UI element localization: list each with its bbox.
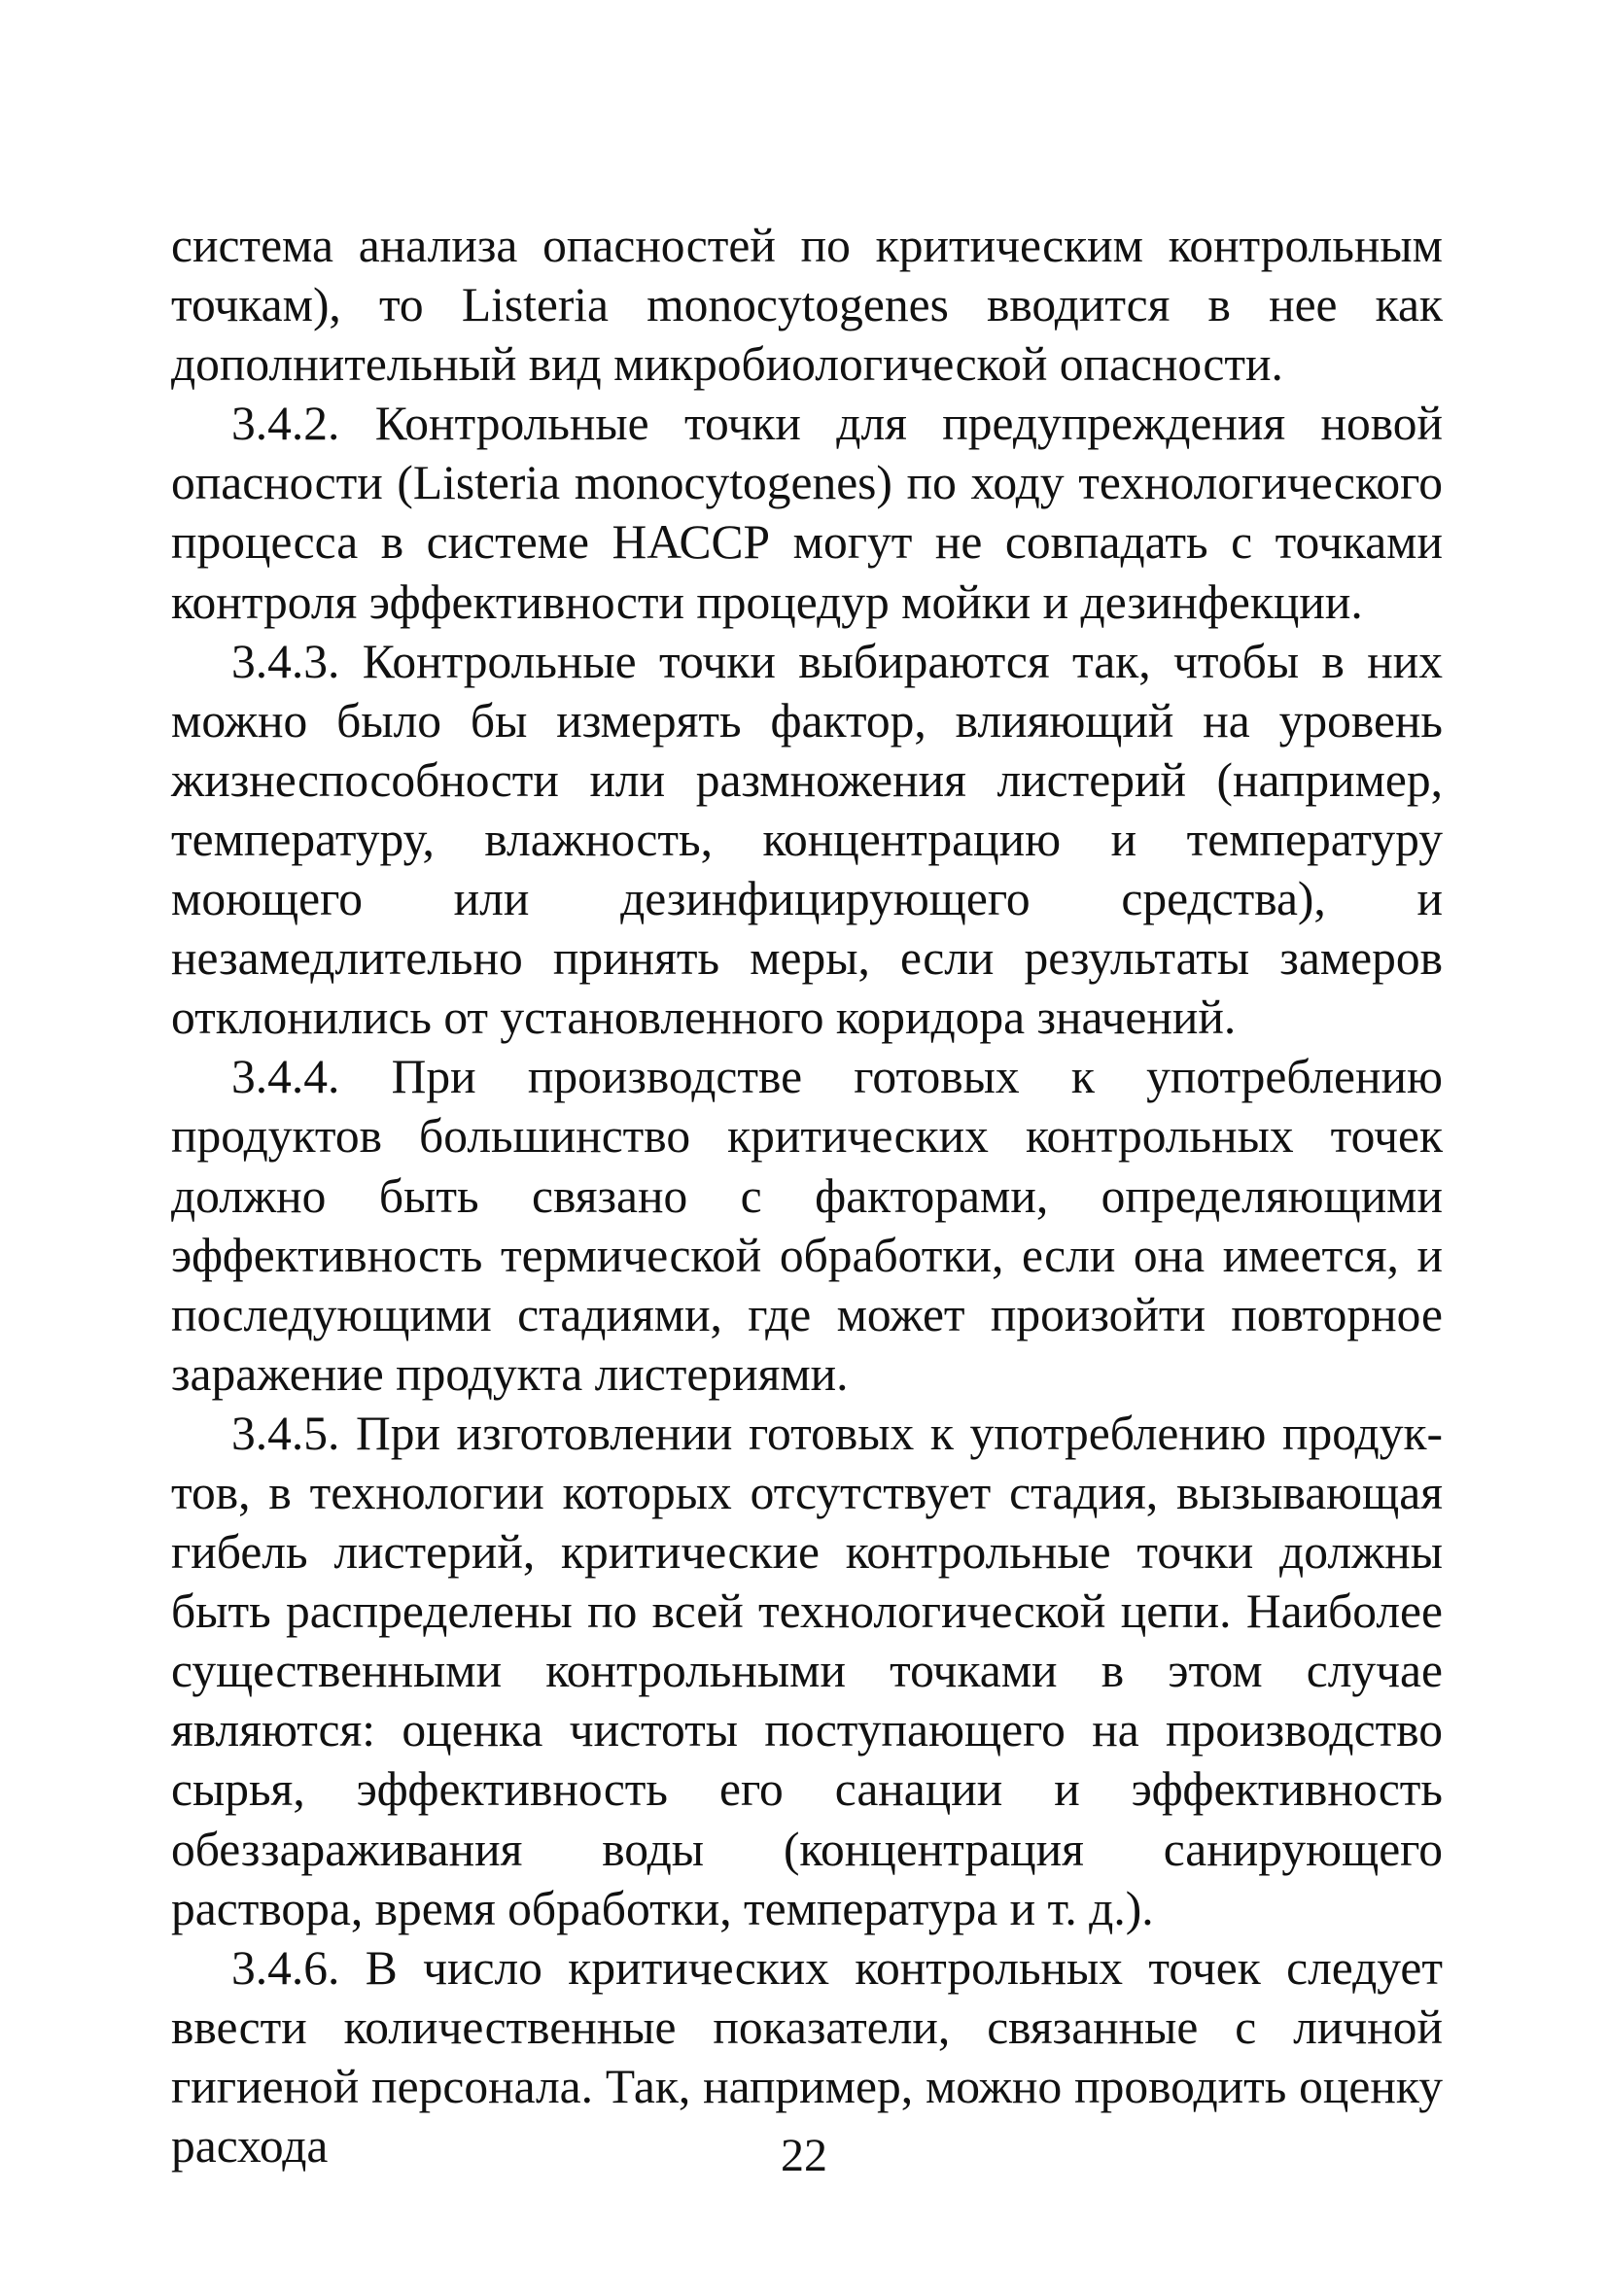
paragraph-3-4-4: 3.4.4. При производстве готовых к употреблению продуктов большинство критических контрольных точек должно быть связано с факторами, определяющими эффективность термической обработки, если она имеется, и последующими стадиями, где может произойти повторное заражение продукта листериями. [171, 1050, 1443, 1401]
body-text [171, 216, 1443, 2175]
page-number: 22 [781, 2130, 827, 2181]
paragraph-continuation: система анализа опасностей по критическим контрольным точкам), то Listeria monocytogenes вводится в нее как дополнительный вид микробиологической опасности. [171, 219, 1443, 392]
paragraph-3-4-6: 3.4.6. В число критических контрольных точек следует ввести количественные показатели, связанные с личной гигиеной персонала. Так, например, можно проводить оценку расхода [171, 1940, 1443, 2173]
paragraph-3-4-3: 3.4.3. Контрольные точки выбираются так, чтобы в них можно было бы измерять фактор, влияющий на уровень жизнеспособности или размножения листерий (например, температуру, влажность, концентрацию и температуру моющего или дезинфицирующего средства), и незамедлительно принять меры, если результаты замеров отклонились от установленного коридора значений. [171, 634, 1443, 1045]
paragraph-3-4-5: 3.4.5. При изготовлении готовых к употреблению продуктов, в технологии которых отсутствует стадия, вызывающая гибель листерий, критические контрольные точки должны быть распределены по всей технологической цепи. Наиболее существенными контрольными точками в этом случае являются: оценка чистоты поступающего на производство сырья, эффективность его санации и эффективность обеззараживания воды (концентрация санирующего раствора, время обработки, температура и т. д.). [171, 1406, 1443, 1935]
paragraph-3-4-2: 3.4.2. Контрольные точки для предупреждения новой опасности (Listeria monocytogenes) по ходу технологического процесса в системе НАССР могут не совпадать с точками контроля эффективности процедур мойки и дезинфекции. [171, 397, 1443, 629]
